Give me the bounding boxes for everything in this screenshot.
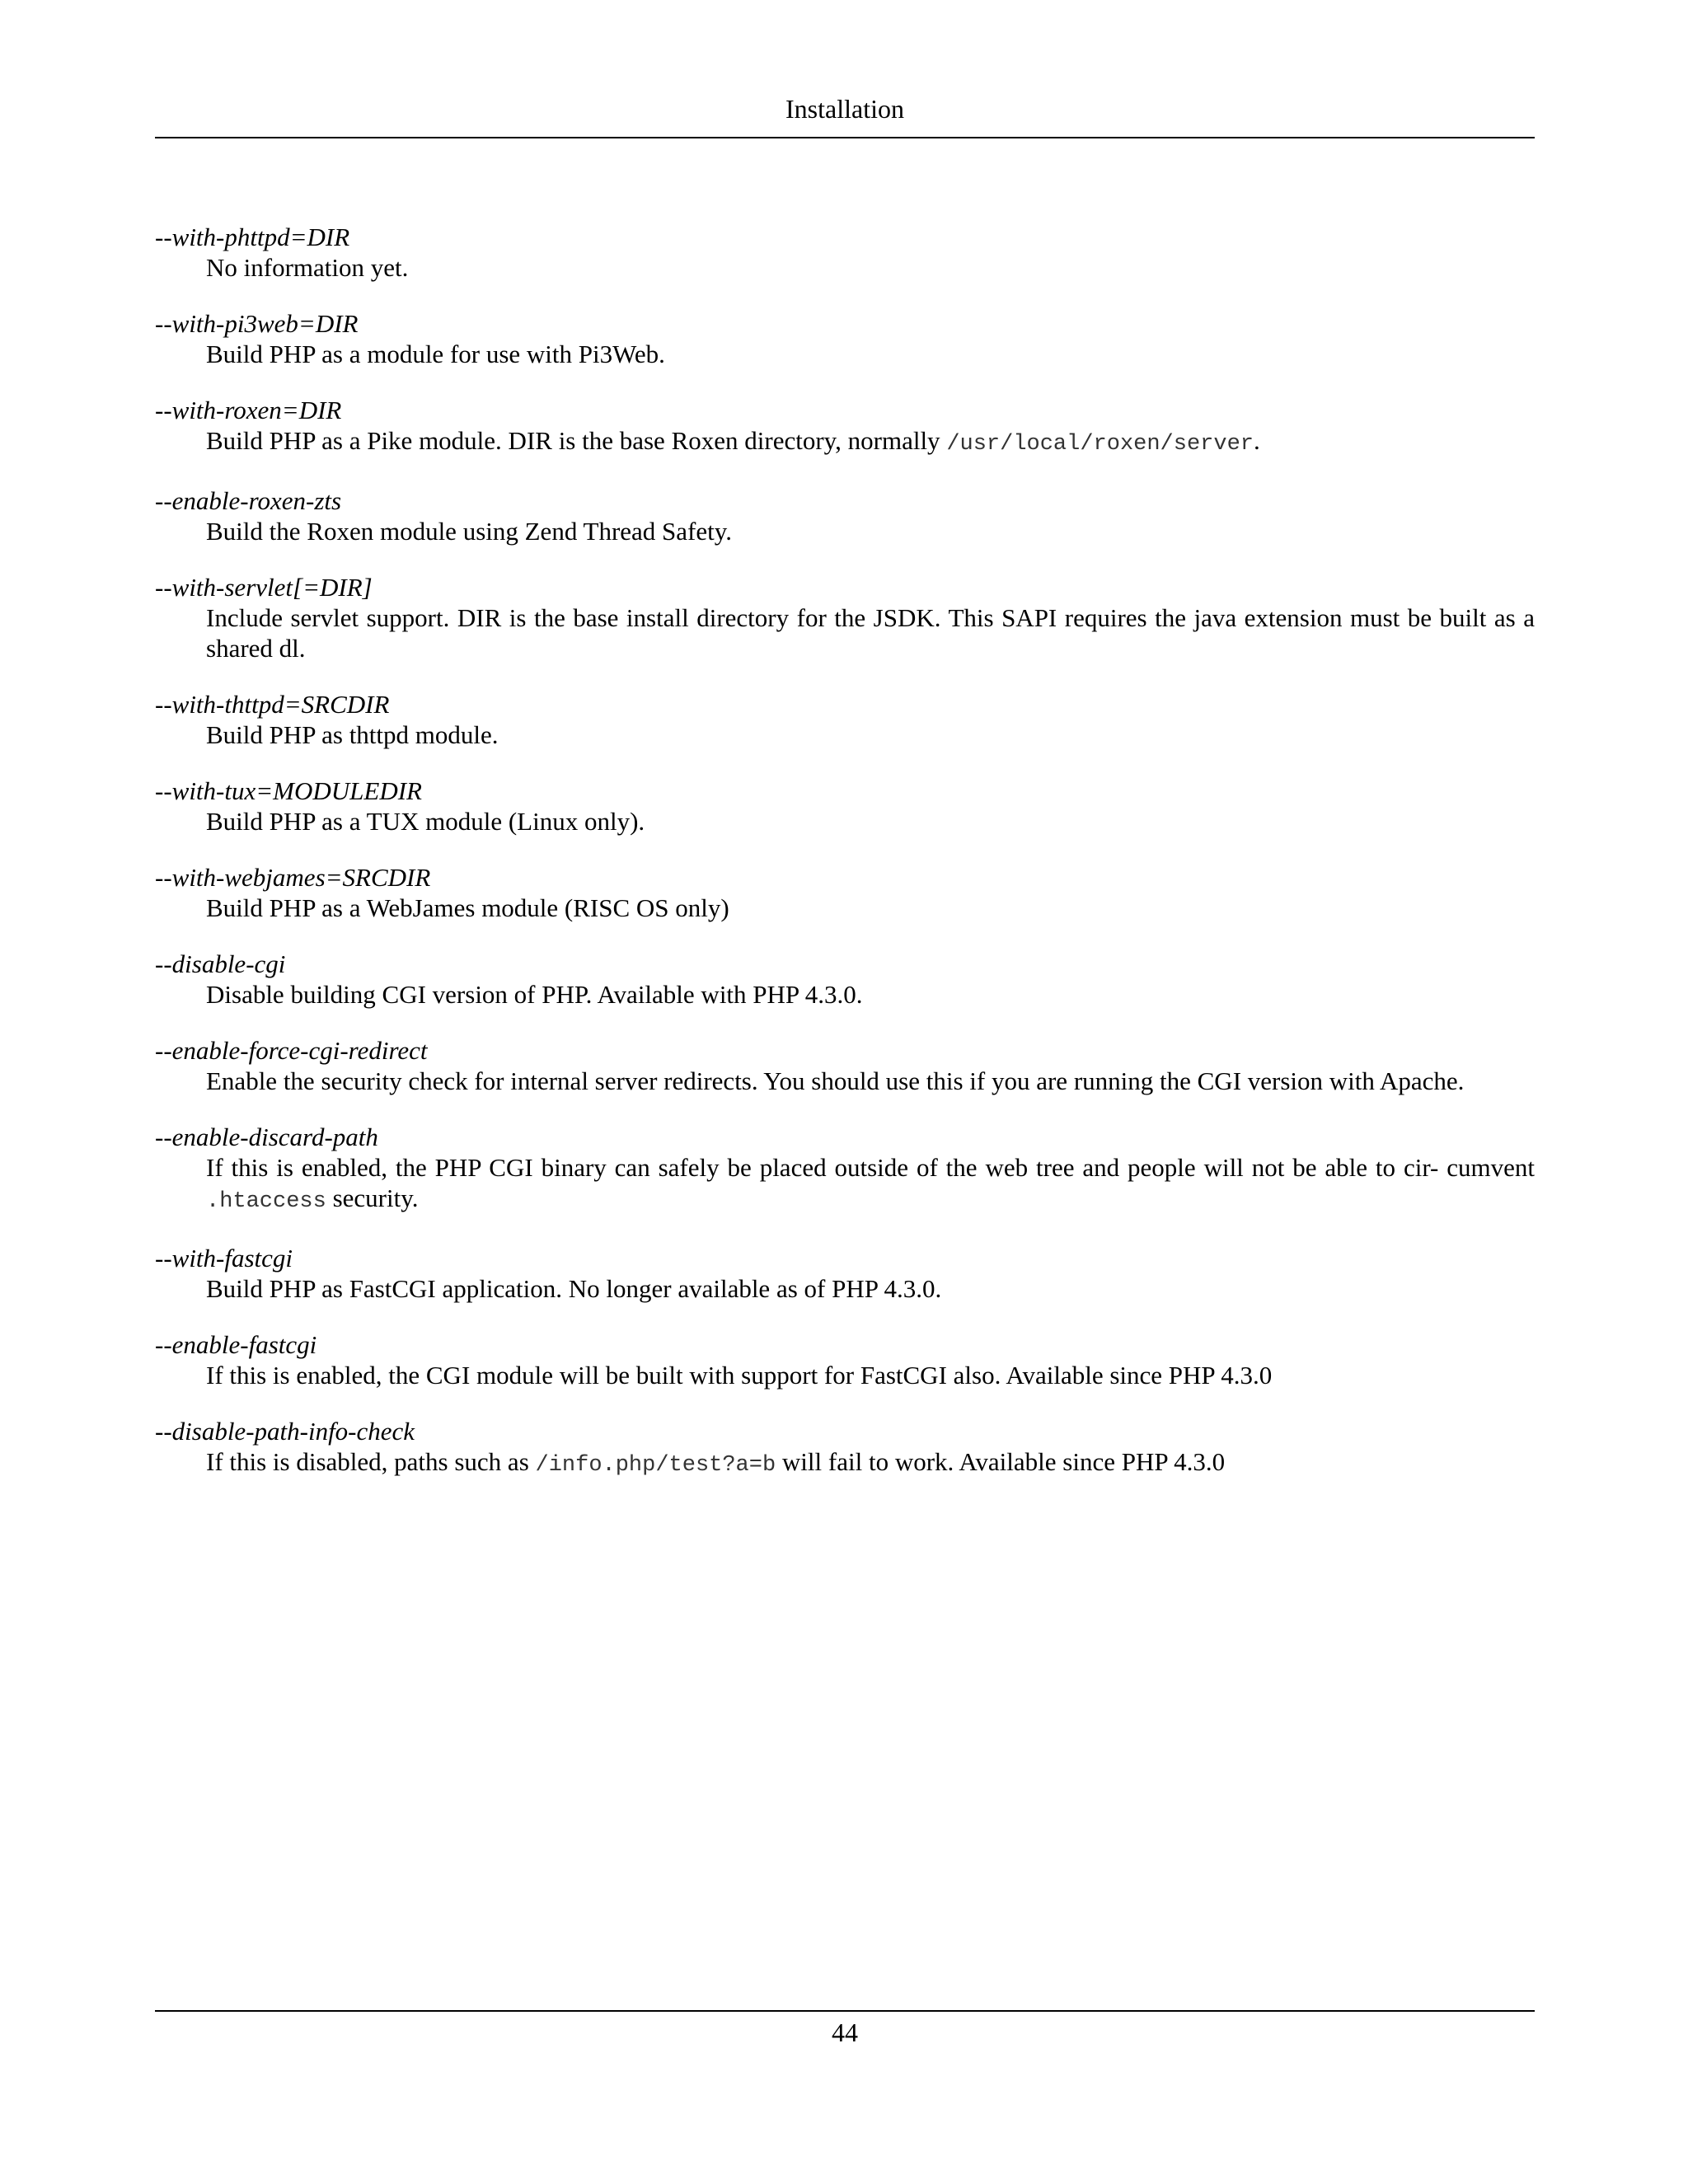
option-name: --with-tux=MODULEDIR xyxy=(155,776,422,805)
option-name: --with-roxen=DIR xyxy=(155,396,342,424)
option-entry xyxy=(155,309,1535,369)
option-entry xyxy=(155,1244,1535,1304)
option-name: --with-servlet[=DIR] xyxy=(155,573,373,602)
option-name: --enable-roxen-zts xyxy=(155,486,342,515)
configure-options-list xyxy=(155,223,1535,1507)
option-description: Build PHP as a TUX module (Linux only). xyxy=(206,807,645,836)
option-name: --enable-fastcgi xyxy=(155,1330,317,1359)
option-description: Disable building CGI version of PHP. Available with PHP 4.3.0. xyxy=(206,980,863,1009)
option-name: --with-pi3web=DIR xyxy=(155,309,359,338)
option-entry xyxy=(155,573,1535,663)
option-entry xyxy=(155,690,1535,750)
footer-rule xyxy=(155,2010,1535,2012)
option-entry xyxy=(155,1036,1535,1096)
option-name: --disable-cgi xyxy=(155,949,286,978)
option-entry xyxy=(155,223,1535,283)
code-url-path: /info.php/test?a=b xyxy=(535,1453,776,1478)
option-entry xyxy=(155,1122,1535,1217)
option-description: Build PHP as thttpd module. xyxy=(206,720,499,749)
description-text: Build PHP as a Pike module. DIR is the base Roxen directory, normally xyxy=(206,426,947,455)
code-path: /usr/local/roxen/server xyxy=(946,432,1254,457)
description-text: If this is disabled, paths such as xyxy=(206,1447,536,1476)
option-description: Build PHP as a WebJames module (RISC OS only) xyxy=(206,893,729,922)
page-number: 44 xyxy=(832,2018,858,2047)
option-description: If this is enabled, the CGI module will be built with support for FastCGI also. Available since PHP 4.3.0 xyxy=(206,1361,1273,1390)
option-name: --enable-discard-path xyxy=(155,1122,378,1151)
option-entry xyxy=(155,776,1535,837)
option-entry xyxy=(155,1330,1535,1390)
description-text: will fail to work. Available since PHP 4.3.0 xyxy=(776,1447,1226,1476)
page-header: Installation xyxy=(785,94,904,124)
option-description: Build the Roxen module using Zend Thread Safety. xyxy=(206,517,732,546)
description-text: security. xyxy=(326,1183,419,1212)
header-rule xyxy=(155,137,1535,138)
option-name: --with-phttpd=DIR xyxy=(155,223,350,251)
option-entry xyxy=(155,863,1535,923)
option-description: No information yet. xyxy=(206,253,409,282)
option-description xyxy=(206,425,1535,460)
option-entry xyxy=(155,949,1535,1010)
option-name: --disable-path-info-check xyxy=(155,1417,415,1446)
option-description: Build PHP as FastCGI application. No longer available as of PHP 4.3.0. xyxy=(206,1274,942,1303)
option-name: --with-fastcgi xyxy=(155,1244,293,1272)
option-description xyxy=(206,1446,1535,1481)
option-entry xyxy=(155,486,1535,546)
description-text: . xyxy=(1253,426,1260,455)
description-text: If this is enabled, the PHP CGI binary can safely be placed outside of the web tree and people will not be able to cir- cumvent xyxy=(206,1153,1535,1182)
option-description: Enable the security check for internal server redirects. You should use this if you are running the CGI version with Apache. xyxy=(206,1066,1465,1095)
option-name: --enable-force-cgi-redirect xyxy=(155,1036,428,1065)
code-filename: .htaccess xyxy=(206,1189,326,1214)
option-entry xyxy=(155,1417,1535,1481)
option-description: Build PHP as a module for use with Pi3Web. xyxy=(206,340,665,368)
option-description: Include servlet support. DIR is the base install directory for the JSDK. This SAPI requires the java extension must be built as a shared dl. xyxy=(206,603,1535,663)
option-name: --with-thttpd=SRCDIR xyxy=(155,690,390,719)
option-entry xyxy=(155,396,1535,460)
option-description xyxy=(206,1152,1535,1217)
option-name: --with-webjames=SRCDIR xyxy=(155,863,431,892)
